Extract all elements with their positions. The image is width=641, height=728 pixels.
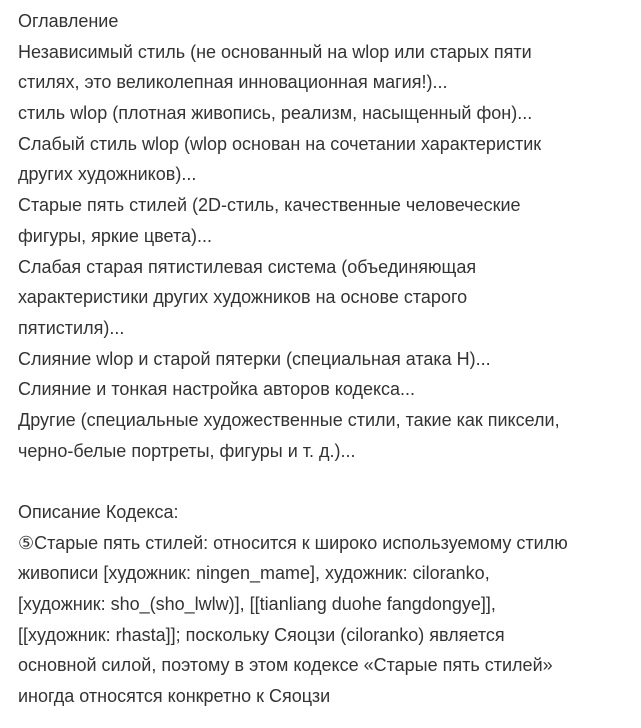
toc-line: фигуры, яркие цвета)... [18, 225, 213, 246]
toc-line: Слабый стиль wlop (wlop основан на сочетании характеристик [18, 133, 542, 154]
codex-line: ⑤Старые пять стилей: относится к широко используемому стилю [18, 532, 568, 553]
toc-line: пятистиля)... [18, 317, 125, 338]
codex-line: живописи [художник: ningen_mame], художник: ciloranko, [18, 563, 490, 584]
toc-line: черно-белые портреты, фигуры и т. д.)... [18, 440, 356, 461]
toc-line: Независимый стиль (не основанный на wlop или старых пяти [18, 41, 532, 62]
codex-line: [[художник: rhasta]]; поскольку Сяоцзи (ciloranko) является [18, 624, 505, 645]
toc-line: других художников)... [18, 164, 197, 185]
codex-heading: Описание Кодекса: [18, 502, 179, 522]
toc-line: Другие (специальные художественные стили, такие как пиксели, [18, 409, 560, 430]
toc-heading: Оглавление [18, 11, 119, 31]
toc-line: характеристики других художников на основе старого [18, 287, 468, 308]
codex-line: иногда относятся конкретно к Сяоцзи [18, 686, 331, 707]
codex-line: основной силой, поэтому в этом кодексе «Старые пять стилей» [18, 655, 553, 676]
toc-line: Слияние и тонкая настройка авторов кодекса... [18, 379, 416, 400]
toc-line: Слабая старая пятистилевая система (объединяющая [18, 256, 477, 277]
toc-line: стилях, это великолепная инновационная магия!)... [18, 72, 448, 93]
blank-line [18, 466, 641, 497]
toc-line: Старые пять стилей (2D-стиль, качественные человеческие [18, 195, 521, 216]
codex-line: [художник: sho_(sho_lwlw)], [[tianliang duohe fangdongye]], [18, 594, 496, 615]
toc-line: Слияние wlop и старой пятерки (специальная атака H)... [18, 348, 491, 369]
toc-line: стиль wlop (плотная живопись, реализм, насыщенный фон)... [18, 103, 533, 124]
